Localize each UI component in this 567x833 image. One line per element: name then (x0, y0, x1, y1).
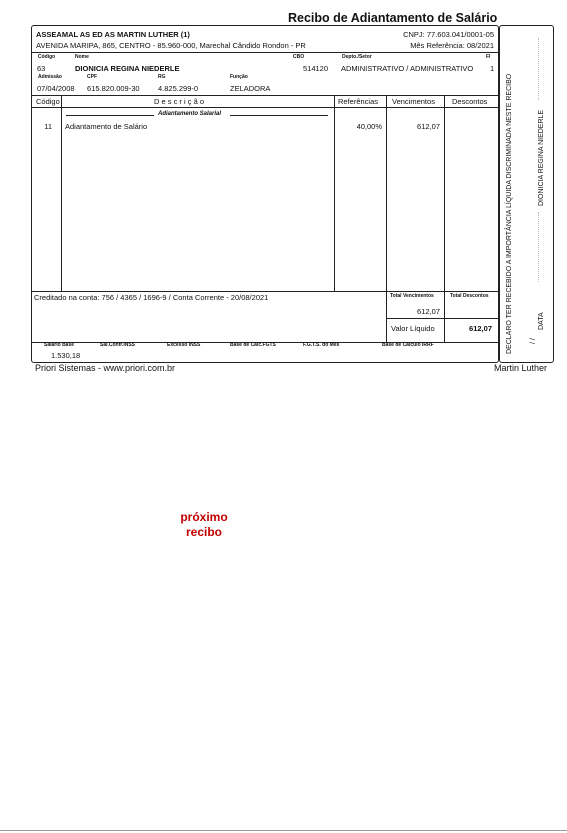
col-sep-4 (444, 95, 445, 342)
label-total-earnings: Total Vencimentos (390, 293, 434, 299)
receipt-main-box (31, 25, 499, 363)
table-bottom-divider (32, 291, 498, 292)
col-header-earnings: Vencimentos (392, 97, 435, 106)
label-cbo: CBO (293, 54, 305, 60)
base-salary-value: 1.530,18 (51, 351, 81, 360)
company-name: ASSEAMAL AS ED AS MARTIN LUTHER (1) (36, 30, 190, 39)
label-role: Função (230, 74, 248, 80)
label-dept: Depto./Setor (342, 54, 372, 60)
credit-info: Creditado na conta: 756 / 4365 / 1696-9 / Conta Corrente - 20/08/2021 (34, 293, 269, 302)
employee-name: DIONICIA REGINA NIEDERLE (75, 64, 180, 73)
label-inss-excess: Excesso INSS (167, 342, 201, 348)
net-divider (386, 318, 498, 319)
label-fl: Fl (486, 54, 491, 60)
row-earning: 612,07 (417, 122, 440, 131)
date-slashes: / / (530, 338, 537, 344)
signature-line-top (538, 38, 539, 100)
next-receipt-link[interactable]: próximo recibo (180, 510, 228, 539)
declaration-text: DECLARO TER RECEBIDO A IMPORTÂNCIA LÍQUIDA DISCRIMINADA NESTE RECIBO (506, 73, 513, 354)
footer-school: Martin Luther (493, 363, 547, 373)
section-rule-left (66, 115, 154, 116)
label-code: Código (38, 54, 56, 60)
section-label: Adiantamento Salarial (158, 111, 222, 117)
employee-admission: 07/04/2008 (37, 84, 75, 93)
row-description: Adiantamento de Salário (65, 122, 148, 131)
receipt-title: Recibo de Adiantamento de Salário (288, 11, 498, 25)
total-earnings-value: 612,07 (417, 307, 440, 316)
col-header-deductions: Descontos (452, 97, 488, 106)
declaration-employee-name: DIONICIA REGINA NIEDERLE (538, 109, 545, 206)
employee-fl: 1 (490, 64, 495, 73)
label-fgts-base: Base de Cálc.FGTS (230, 342, 276, 348)
net-value: 612,07 (469, 324, 492, 333)
label-name: Nome (75, 54, 89, 60)
col-sep-3 (386, 95, 387, 291)
signature-line-bottom (538, 212, 539, 282)
label-total-deductions: Total Descontos (450, 293, 489, 299)
header-divider (32, 52, 498, 53)
footer-software: Priori Sistemas - www.priori.com.br (35, 363, 176, 373)
label-base-salary: Salário Base (44, 342, 75, 348)
employee-role: ZELADORA (230, 84, 271, 93)
employee-divider (32, 95, 498, 96)
employee-cpf: 615.820.009-30 (87, 84, 140, 93)
label-rg: RG (158, 74, 166, 80)
label-irrf-base: Base de Cálculo IRRF (382, 342, 434, 348)
company-cnpj: CNPJ: 77.603.041/0001-05 (403, 30, 494, 39)
col-header-description: D e s c r i ç ã o (154, 97, 205, 106)
label-fgts-month: F.G.T.S. do Mês (303, 342, 340, 348)
employee-cbo: 514120 (303, 64, 329, 73)
col-sep-2 (334, 95, 335, 291)
employee-code: 63 (37, 64, 46, 73)
month-reference: Mês Referência: 08/2021 (410, 41, 494, 50)
declaration-box (499, 25, 554, 363)
company-address: AVENIDA MARIPA, 865, CENTRO - 85.960-000, Marechal Cândido Rondon - PR (36, 41, 306, 50)
label-cpf: CPF (87, 74, 97, 80)
label-admission: Admissão (38, 74, 62, 80)
col-sep-1 (61, 95, 62, 291)
row-code: 11 (44, 122, 52, 131)
col-header-references: Referências (338, 97, 379, 106)
employee-rg: 4.825.299-0 (158, 84, 199, 93)
label-inss-contrib: Sal.Contr.INSS (100, 342, 136, 348)
col-header-code: Código (36, 97, 60, 106)
row-reference: 40,00% (356, 122, 382, 131)
date-label: DATA (538, 312, 545, 330)
table-header-divider (32, 107, 498, 108)
net-label: Valor Líquido (391, 324, 435, 333)
totals-sep (386, 291, 387, 342)
section-rule-right (230, 115, 328, 116)
page-bottom-rule (0, 830, 567, 831)
employee-dept: ADMINISTRATIVO / ADMINISTRATIVO (341, 64, 474, 73)
